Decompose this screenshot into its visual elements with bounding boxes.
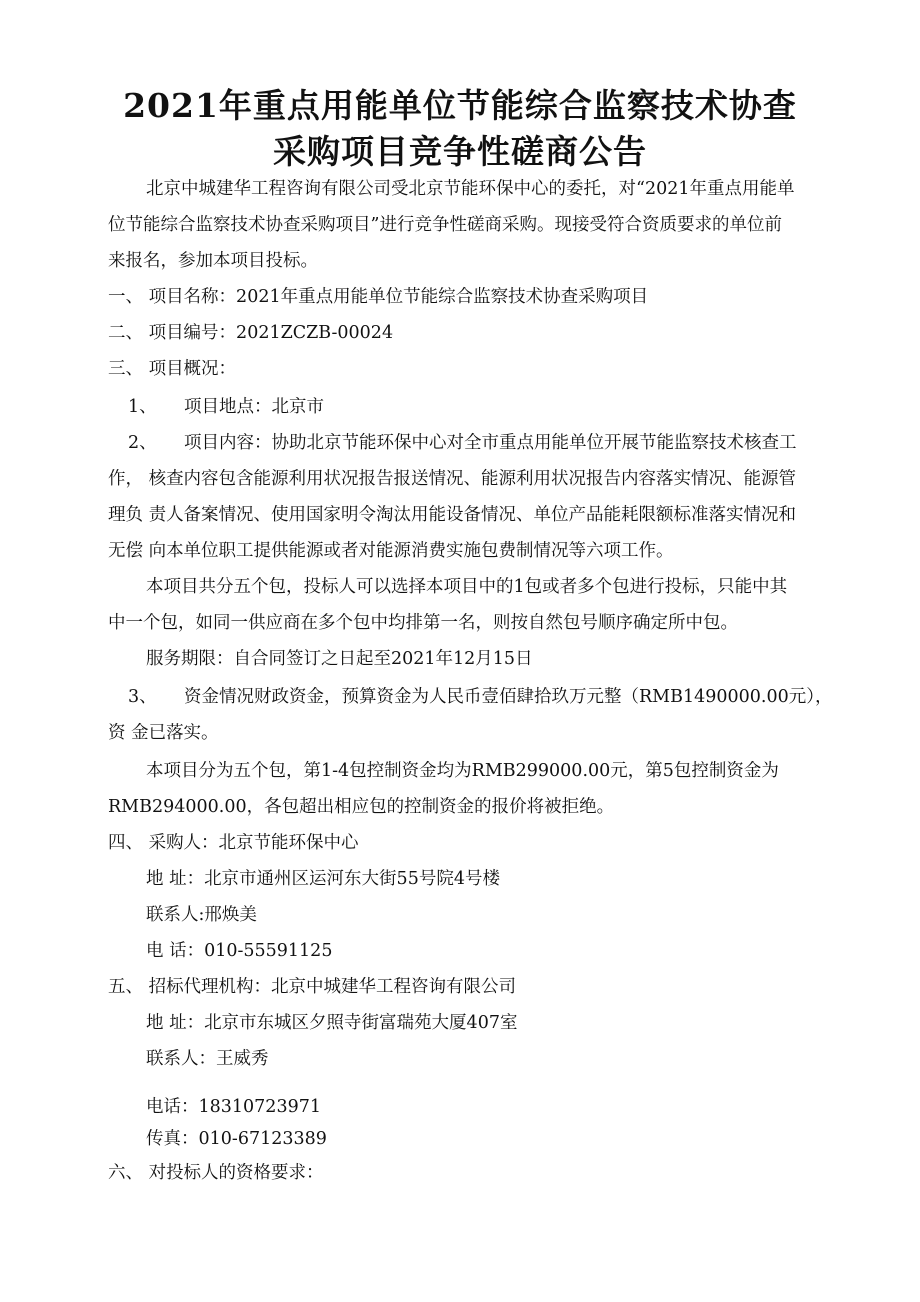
- title-line-2: 采购项目竞争性磋商公告: [273, 132, 647, 171]
- title-line-1: 2021年重点用能单位节能综合监察技术协查: [123, 86, 797, 125]
- section-agent: 五、 招标代理机构：北京中城建华工程咨询有限公司: [108, 977, 517, 997]
- purchaser-address: 地 址：北京市通州区运河东大街55号院4号楼: [146, 869, 500, 889]
- agent-phone: 电话：18310723971: [146, 1097, 321, 1117]
- item-2-cont-3: 无偿 向本单位职工提供能源或者对能源消费实施包费制情况等六项工作。: [108, 541, 674, 561]
- agent-contact: 联系人：王威秀: [146, 1049, 269, 1069]
- section-purchaser: 四、 采购人：北京节能环保中心: [108, 833, 359, 853]
- item-2-cont-2: 理负 责人备案情况、使用国家明令淘汰用能设备情况、单位产品能耗限额标准落实情况和: [108, 505, 797, 525]
- section-qualifications: 六、 对投标人的资格要求：: [108, 1163, 324, 1183]
- item-1-text: 项目地点：北京市: [184, 397, 324, 417]
- service-period: 服务期限：自合同签订之日起至2021年12月15日: [146, 649, 533, 669]
- budget-line-1: 本项目分为五个包，第1-4包控制资金均为RMB299000.00元，第5包控制资金为: [146, 761, 779, 781]
- agent-fax: 传真：010-67123389: [146, 1129, 327, 1149]
- agent-address: 地 址：北京市东城区夕照寺街富瑞苑大厦407室: [146, 1013, 518, 1033]
- section-project-number: 二、 项目编号：2021ZCZB-00024: [108, 323, 394, 343]
- item-3-text: 资金情况财政资金，预算资金为人民币壹佰肆拾玖万元整（RMB1490000.00元），: [184, 687, 833, 707]
- package-line-2: 中一个包，如同一供应商在多个包中均排第一名，则按自然包号顺序确定所中包。: [108, 613, 738, 633]
- item-2-number: 2、: [128, 433, 157, 453]
- section-project-name: 一、 项目名称：2021年重点用能单位节能综合监察技术协查采购项目: [108, 287, 649, 307]
- package-line-1: 本项目共分五个包，投标人可以选择本项目中的1包或者多个包进行投标，只能中其: [146, 577, 788, 597]
- item-1-number: 1、: [128, 397, 157, 417]
- budget-line-2: RMB294000.00，各包超出相应包的控制资金的报价将被拒绝。: [108, 797, 615, 817]
- intro-line-3: 来报名，参加本项目投标。: [108, 251, 318, 271]
- item-3-number: 3、: [128, 687, 157, 707]
- item-2-text: 项目内容：协助北京节能环保中心对全市重点用能单位开展节能监察技术核查工: [184, 433, 797, 453]
- section-overview: 三、 项目概况：: [108, 359, 237, 379]
- item-2-cont-1: 作， 核查内容包含能源利用状况报告报送情况、能源利用状况报告内容落实情况、能源管: [108, 469, 797, 489]
- intro-line-2: 位节能综合监察技术协查采购项目”进行竞争性磋商采购。现接受符合资质要求的单位前: [108, 215, 782, 235]
- purchaser-contact: 联系人:邢焕美: [146, 905, 257, 925]
- item-3-cont: 资 金已落实。: [108, 723, 219, 743]
- purchaser-phone: 电 话：010-55591125: [146, 941, 333, 961]
- intro-line-1: 北京中城建华工程咨询有限公司受北京节能环保中心的委托，对“2021年重点用能单: [146, 179, 795, 199]
